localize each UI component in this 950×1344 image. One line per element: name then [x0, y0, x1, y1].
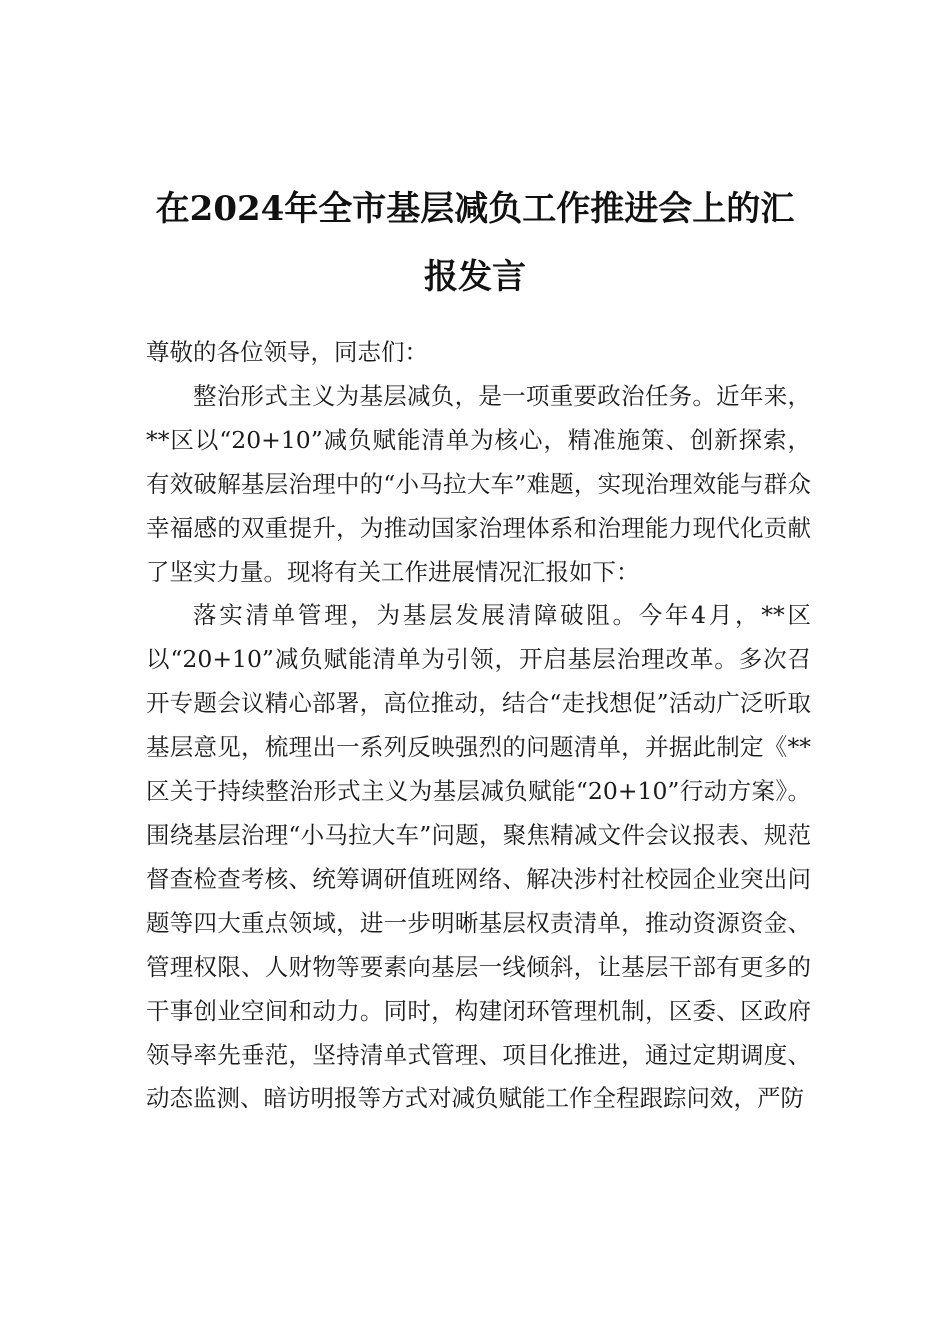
paragraph-list-management: 落实清单管理，为基层发展清障破阻。今年4月，**区以“20+10”减负赋能清单为引领，开启基层治理改革。多次召开专题会议精心部署，高位推动，结合“走找想促”活动广泛听取基层意见，梳理出一系列反映强烈的问题清单，并据此制定《**区关于持续整治形式主义为基层减负赋能“20+10”行动方案》。围绕基层治理“小马拉大车”问题，聚焦精减文件会议报表、规范督查检查考核、统筹调研值班网络、解决涉村社校园企业突出问题等四大重点领域，进一步明晰基层权责清单，推动资源资金、管理权限、人财物等要素向基层一线倾斜，让基层干部有更多的干事创业空间和动力。同时，构建闭环管理机制，区委、区政府领导率先垂范，坚持清单式管理、项目化推进，通过定期调度、动态监测、暗访明报等方式对减负赋能工作全程跟踪问效，严防	[146, 601, 811, 1113]
salutation: 尊敬的各位领导，同志们：	[146, 338, 428, 366]
document-title	[120, 175, 830, 311]
title-line-1: 在2024年全市基层减负工作推进会上的汇	[155, 188, 795, 229]
document-body	[146, 331, 811, 1121]
title-line-2: 报发言	[424, 256, 526, 297]
paragraph-intro: 整治形式主义为基层减负，是一项重要政治任务。近年来，**区以“20+10”减负赋能清单为核心，精准施策、创新探索，有效破解基层治理中的“小马拉大车”难题，实现治理效能与群众幸福感的双重提升，为推动国家治理体系和治理能力现代化贡献了坚实力量。现将有关工作进展情况汇报如下：	[146, 381, 811, 586]
